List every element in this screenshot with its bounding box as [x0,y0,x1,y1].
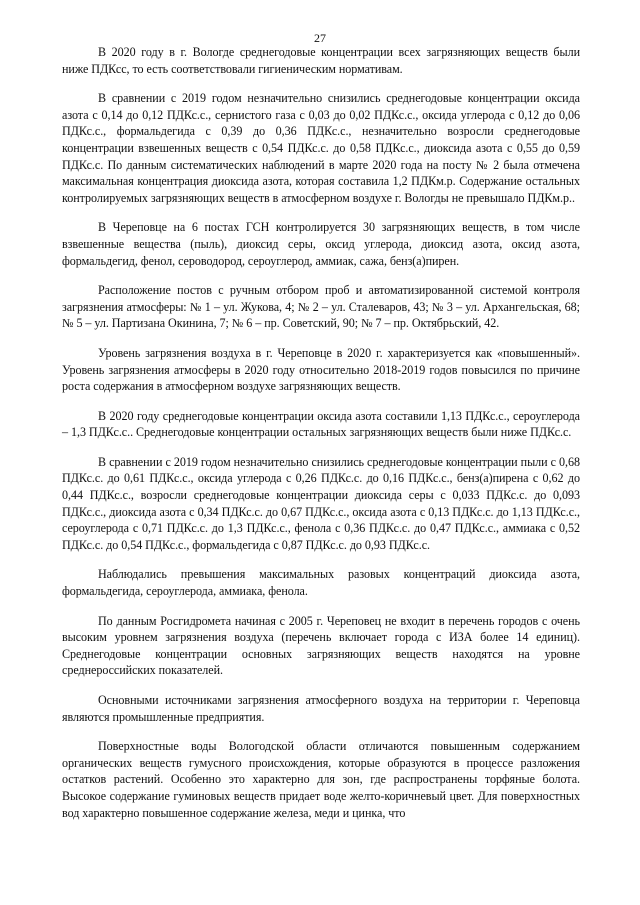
paragraph-annual-concentrations: В 2020 году среднегодовые концентрации оксида азота составили 1,13 ПДКс.с., сероуглерода – 1,3 ПДКс.с.. Среднегодовые концентрации остальных загрязняющих веществ были ниже ПДКс.с. [62,408,580,440]
paragraph-cherepovets-comparison: В сравнении с 2019 годом незначительно снизились среднегодовые концентрации пыли с 0,68 ПДКс.с. до 0,61 ПДКс.с., оксида углерода с 0,26 ПДКс.с. до 0,16 ПДКс.с., бенз(а)пирена с 0,62 до 0,44 ПДКс.с., возросли среднегодовые концентрации диоксида серы с 0,033 ПДКс.с. до 0,093 ПДКс.с., диоксида азота с 0,34 ПДКс.с. до 0,67 ПДКс.с., оксида азота с 0,13 ПДКс.с. до 1,13 ПДКс.с., сероуглерода с 0,71 ПДКс.с. до 1,3 ПДКс.с., фенола с 0,36 ПДКс.с. до 0,47 ПДКс.с., аммиака с 0,52 ПДКс.с. до 0,54 ПДКс.с., формальдегида с 0,87 ПДКс.с. до 0,93 ПДКс.с. [62,454,580,552]
paragraph-max-exceedances: Наблюдались превышения максимальных разовых концентраций диоксида азота, формальдегида, сероуглерода, аммиака, фенола. [62,567,580,599]
document-body [62,44,580,833]
paragraph-roshydromet: По данным Росгидромета начиная с 2005 г. Череповец не входит в перечень городов с очень высоким уровнем загрязнения воздуха (перечень включает города с ИЗА более 14 единиц). Среднегодовые концентрации основных загрязняющих веществ находятся на уровне среднероссийских показателей. [62,613,580,678]
paragraph-pollution-sources: Основными источниками загрязнения атмосферного воздуха на территории г. Череповца являются промышленные предприятия. [62,693,580,724]
page-number: 27 [314,31,326,45]
paragraph-cherepovets-monitoring: В Череповце на 6 постах ГСН контролируется 30 загрязняющих веществ, в том числе взвешенные вещества (пыль), диоксид серы, оксид углерода, диоксид азота, оксид азота, формальдегид, фенол, сероводород, сероуглерод, аммиак, сажа, бенз(а)пирен. [62,220,580,268]
paragraph-pollution-level: Уровень загрязнения воздуха в г. Череповце в 2020 г. характеризуется как «повышенный». Уровень загрязнения атмосферы в 2020 году относительно 2018-2019 годов повысился по причине роста содержания в атмосферном воздухе загрязняющих веществ. [62,345,580,394]
paragraph-vologda-comparison: В сравнении с 2019 годом незначительно снизились среднегодовые концентрации оксида азота с 0,14 до 0,12 ПДКс.с., сернистого газа с 0,03 до 0,02 ПДКс.с., оксида углерода с 0,12 до 0,06 ПДКс.с., формальдегида с 0,39 до 0,36 ПДКс.с., незначительно возросли среднегодовые концентрации взвешенных веществ с 0,54 ПДКс.с. до 0,58 ПДКс.с., диоксида азота с 0,55 до 0,59 ПДКс.с. По данным систематических наблюдений в марте 2020 года на посту № 2 была отмечена максимальная концентрация диоксида азота, которая составила 1,2 ПДКм.р. Содержание остальных контролируемых загрязняющих веществ в атмосферном воздухе г. Вологды не превышало ПДКм.р.. [62,91,580,205]
paragraph-surface-waters: Поверхностные воды Вологодской области отличаются повышенным содержанием органических веществ гумусного происхождения, которые образуются в процессе разложения остатков растений. Особенно это характерно для зон, где распространены торфяные болота. Высокое содержание гуминовых веществ придает воде желто-коричневый цвет. Для поверхностных вод характерно повышенное содержание железа, меди и цинка, что [62,739,580,820]
paragraph-vologda-summary: В 2020 году в г. Вологде среднегодовые концентрации всех загрязняющих веществ были ниже ПДКсс, то есть соответствовали гигиеническим нормативам. [62,45,580,76]
paragraph-monitoring-posts: Расположение постов с ручным отбором проб и автоматизированной системой контроля загрязнения атмосферы: № 1 – ул. Жукова, 4; № 2 – ул. Сталеваров, 43; № 3 – ул. Архангельская, 68; № 5 – ул. Партизана Окинина, 7; № 6 – пр. Советский, 90; № 7 – пр. Октябрьский, 42. [62,283,580,331]
